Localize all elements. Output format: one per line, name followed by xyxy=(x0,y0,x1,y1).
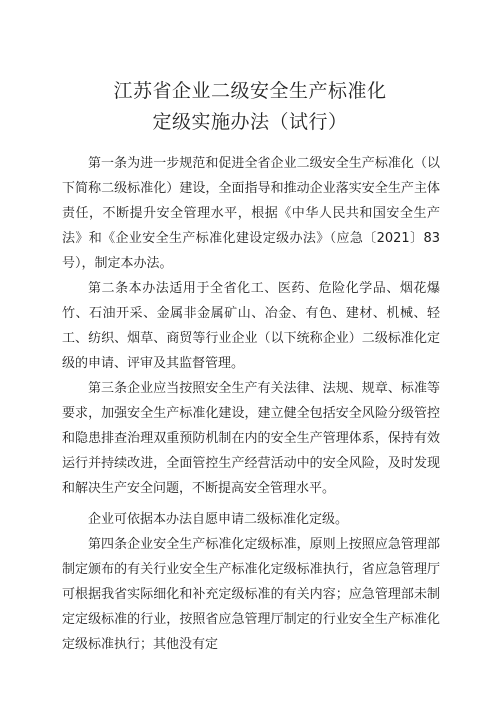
paragraph-voluntary-application: 企业可依据本办法自愿申请二级标准化定级。 xyxy=(88,512,349,527)
paragraph-article-1: 第一条为进一步规范和促进全省企业二级安全生产标准化（以下简称二级标准化）建设，全面指导和推动企业落实安全生产主体责任，不断提升安全管理水平，根据《中华人民共和国安全生产法》和《企业安全生产标准化建设定级办法》（应急〔2021〕83号），制定本办法。 xyxy=(62,156,440,271)
paragraph-article-2: 第二条本办法适用于全省化工、医药、危险化学品、烟花爆竹、石油开采、金属非金属矿山、冶金、有色、建材、机械、轻工、纺织、烟草、商贸等行业企业（以下统称企业）二级标准化定级的申请、评审及其监督管理。 xyxy=(62,281,440,371)
document-body xyxy=(62,151,440,657)
document-title-line-2: 定级实施办法（试行） xyxy=(152,111,348,133)
document-title-line-1: 江苏省企业二级安全生产标准化 xyxy=(113,80,387,102)
paragraph-article-3: 第三条企业应当按照安全生产有关法律、法规、规章、标准等要求，加强安全生产标准化建设，建立健全包括安全风险分级管控和隐患排查治理双重预防机制在内的安全生产管理体系，保持有效运行并持续改进，全面管控生产经营活动中的安全风险，及时发现和解决生产安全问题，不断提高安全管理水平。 xyxy=(62,381,440,496)
paragraph-article-4: 第四条企业安全生产标准化定级标准，原则上按照应急管理部制定颁布的有关行业安全生产标准化定级标准执行，省应急管理厅可根据我省实际细化和补充定级标准的有关内容；应急管理部未制定定级标准的行业，按照省应急管理厅制定的行业安全生产标准化定级标准执行；其他没有定 xyxy=(62,537,440,652)
